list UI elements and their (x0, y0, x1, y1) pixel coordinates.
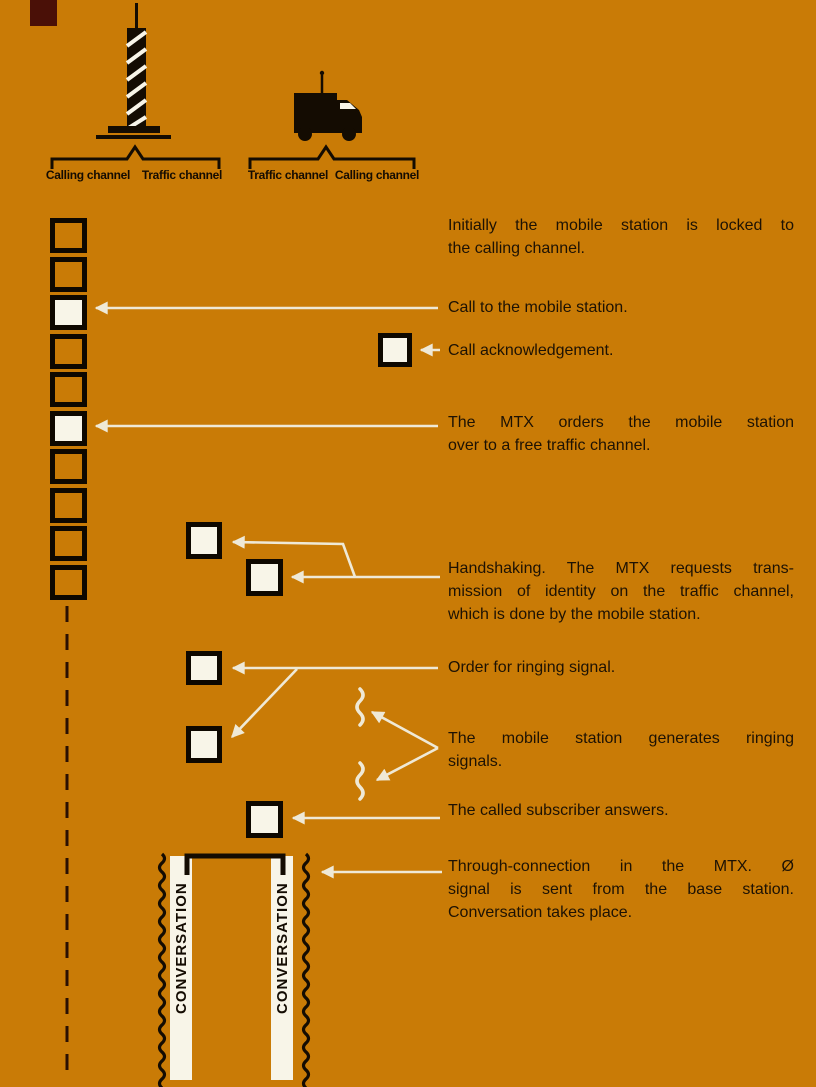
base-traffic-channel-label: Traffic channel (141, 168, 223, 182)
handshake-identity-square (246, 559, 283, 596)
calling-channel-slot-column (50, 218, 87, 600)
step-4-text: The MTX orders the mobile station over to a free traffic channel. (448, 414, 794, 454)
step-5-text: Handshaking. The MTX requests trans- mission of identity on the traffic channel, which is done by the mobile station. (448, 560, 794, 623)
calling-channel-slot (50, 565, 87, 600)
calling-channel-slot (50, 218, 87, 253)
ringing-order-square (186, 651, 222, 685)
answer-square (246, 801, 283, 838)
conversation-left-bar (170, 856, 192, 1080)
mobile-station-brace (250, 147, 414, 169)
base-station-brace (52, 147, 219, 169)
conversation-right-bar (271, 856, 293, 1080)
ringing-generate-square (186, 726, 222, 763)
call-acknowledgement-square (378, 333, 412, 367)
calling-channel-slot (50, 372, 87, 407)
step-8-text: The called subscriber answers. (448, 802, 669, 819)
step-1-text: Initially the mobile station is locked to the calling channel. (448, 217, 794, 257)
speech-wave-right-icon (304, 854, 309, 1087)
page-corner-mark (30, 0, 57, 26)
antenna-mast-icon (96, 3, 171, 139)
mobile-traffic-channel-label: Traffic channel (247, 168, 329, 182)
step-6-text: Order for ringing signal. (448, 659, 616, 676)
ringing-signal-icon (357, 689, 363, 725)
calling-channel-slot (50, 295, 87, 330)
ringing-signal-lower-arrow (377, 748, 438, 780)
step-2-text: Call to the mobile station. (448, 299, 628, 316)
step-7-text: The mobile station generates ringing signals. (448, 730, 794, 770)
ringing-generate-arrow (232, 669, 297, 737)
calling-channel-slot (50, 257, 87, 292)
speech-wave-left-icon (160, 854, 165, 1087)
calling-channel-slot (50, 411, 87, 446)
conversation-right-bar-label: CONVERSATION (274, 882, 291, 1014)
handshake-request-square (186, 522, 222, 559)
calling-channel-slot (50, 449, 87, 484)
step-9-text: Through-connection in the MTX. Ø signal is sent from the base station. Conversation takes place. (448, 858, 794, 921)
through-connection-bracket (187, 856, 283, 875)
ringing-signal-upper-arrow (372, 712, 438, 748)
mobile-calling-channel-label: Calling channel (334, 168, 420, 182)
ringing-signal-icon (357, 763, 363, 799)
truck-icon (294, 71, 362, 141)
calling-channel-slot (50, 334, 87, 369)
calling-channel-slot (50, 488, 87, 523)
calling-channel-slot (50, 526, 87, 561)
base-calling-channel-label: Calling channel (45, 168, 131, 182)
conversation-left-bar-label: CONVERSATION (173, 882, 190, 1014)
step-3-text: Call acknowledgement. (448, 342, 614, 359)
